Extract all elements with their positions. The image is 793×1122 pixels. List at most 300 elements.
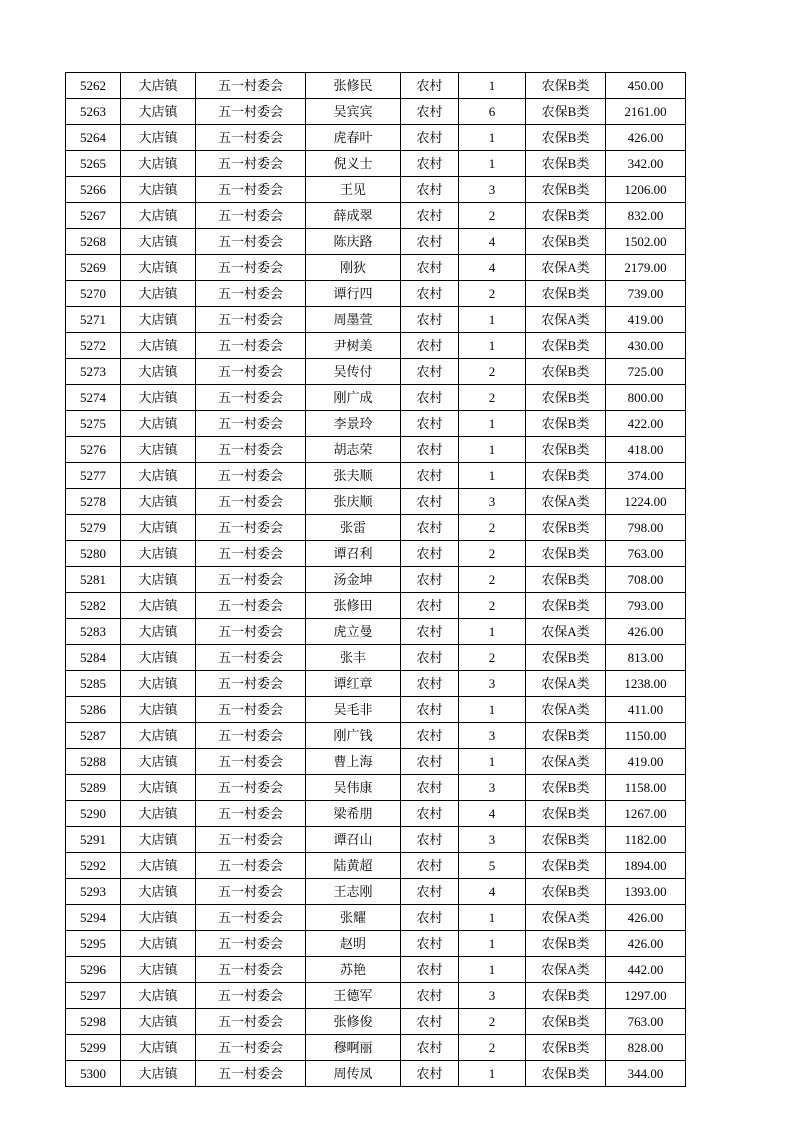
- cell-village: 五一村委会: [196, 593, 306, 619]
- table-row: [66, 411, 686, 437]
- cell-village: 五一村委会: [196, 879, 306, 905]
- cell-village: 五一村委会: [196, 99, 306, 125]
- cell-village: 五一村委会: [196, 1061, 306, 1087]
- table-row: [66, 853, 686, 879]
- cell-serial: 5280: [66, 541, 121, 567]
- cell-town: 大店镇: [121, 723, 196, 749]
- table-row: [66, 125, 686, 151]
- cell-count: 2: [459, 567, 526, 593]
- cell-residence: 农村: [401, 177, 459, 203]
- cell-insurance: 农保B类: [526, 437, 606, 463]
- cell-amount: 426.00: [606, 931, 686, 957]
- cell-residence: 农村: [401, 229, 459, 255]
- cell-serial: 5264: [66, 125, 121, 151]
- cell-residence: 农村: [401, 983, 459, 1009]
- cell-village: 五一村委会: [196, 723, 306, 749]
- cell-residence: 农村: [401, 671, 459, 697]
- cell-count: 2: [459, 541, 526, 567]
- cell-serial: 5281: [66, 567, 121, 593]
- cell-serial: 5299: [66, 1035, 121, 1061]
- table-row: [66, 515, 686, 541]
- cell-amount: 1393.00: [606, 879, 686, 905]
- cell-serial: 5277: [66, 463, 121, 489]
- cell-name: 吴宾宾: [306, 99, 401, 125]
- table-row: [66, 957, 686, 983]
- cell-residence: 农村: [401, 359, 459, 385]
- cell-name: 谭召山: [306, 827, 401, 853]
- cell-amount: 832.00: [606, 203, 686, 229]
- table-row: [66, 1035, 686, 1061]
- cell-town: 大店镇: [121, 749, 196, 775]
- cell-serial: 5273: [66, 359, 121, 385]
- cell-town: 大店镇: [121, 463, 196, 489]
- table-row: [66, 1061, 686, 1087]
- table-row: [66, 1009, 686, 1035]
- cell-amount: 1150.00: [606, 723, 686, 749]
- cell-residence: 农村: [401, 307, 459, 333]
- table-row: [66, 983, 686, 1009]
- cell-town: 大店镇: [121, 879, 196, 905]
- cell-residence: 农村: [401, 125, 459, 151]
- cell-insurance: 农保A类: [526, 749, 606, 775]
- cell-amount: 708.00: [606, 567, 686, 593]
- cell-name: 张雷: [306, 515, 401, 541]
- cell-village: 五一村委会: [196, 697, 306, 723]
- cell-count: 1: [459, 125, 526, 151]
- cell-residence: 农村: [401, 931, 459, 957]
- cell-count: 3: [459, 489, 526, 515]
- cell-town: 大店镇: [121, 853, 196, 879]
- cell-insurance: 农保A类: [526, 697, 606, 723]
- table-row: [66, 359, 686, 385]
- cell-town: 大店镇: [121, 151, 196, 177]
- cell-serial: 5272: [66, 333, 121, 359]
- cell-village: 五一村委会: [196, 775, 306, 801]
- cell-insurance: 农保B类: [526, 879, 606, 905]
- cell-name: 张修田: [306, 593, 401, 619]
- cell-town: 大店镇: [121, 1061, 196, 1087]
- cell-count: 1: [459, 437, 526, 463]
- cell-serial: 5285: [66, 671, 121, 697]
- cell-amount: 793.00: [606, 593, 686, 619]
- table-row: [66, 671, 686, 697]
- cell-insurance: 农保B类: [526, 463, 606, 489]
- cell-insurance: 农保B类: [526, 151, 606, 177]
- cell-residence: 农村: [401, 437, 459, 463]
- cell-village: 五一村委会: [196, 1035, 306, 1061]
- cell-name: 李景玲: [306, 411, 401, 437]
- cell-amount: 411.00: [606, 697, 686, 723]
- cell-town: 大店镇: [121, 567, 196, 593]
- cell-insurance: 农保A类: [526, 671, 606, 697]
- cell-amount: 1238.00: [606, 671, 686, 697]
- cell-residence: 农村: [401, 723, 459, 749]
- cell-count: 1: [459, 307, 526, 333]
- cell-count: 1: [459, 905, 526, 931]
- cell-village: 五一村委会: [196, 827, 306, 853]
- cell-serial: 5267: [66, 203, 121, 229]
- cell-amount: 344.00: [606, 1061, 686, 1087]
- cell-serial: 5288: [66, 749, 121, 775]
- cell-insurance: 农保B类: [526, 177, 606, 203]
- cell-residence: 农村: [401, 99, 459, 125]
- cell-residence: 农村: [401, 827, 459, 853]
- cell-amount: 1894.00: [606, 853, 686, 879]
- table-row: [66, 203, 686, 229]
- cell-town: 大店镇: [121, 255, 196, 281]
- cell-name: 苏艳: [306, 957, 401, 983]
- cell-village: 五一村委会: [196, 983, 306, 1009]
- cell-amount: 442.00: [606, 957, 686, 983]
- table-row: [66, 73, 686, 99]
- cell-serial: 5269: [66, 255, 121, 281]
- cell-name: 张丰: [306, 645, 401, 671]
- table-row: [66, 827, 686, 853]
- cell-residence: 农村: [401, 411, 459, 437]
- cell-insurance: 农保B类: [526, 775, 606, 801]
- cell-amount: 798.00: [606, 515, 686, 541]
- cell-insurance: 农保B类: [526, 723, 606, 749]
- cell-residence: 农村: [401, 1035, 459, 1061]
- cell-town: 大店镇: [121, 125, 196, 151]
- cell-amount: 828.00: [606, 1035, 686, 1061]
- cell-residence: 农村: [401, 73, 459, 99]
- cell-count: 2: [459, 1009, 526, 1035]
- cell-town: 大店镇: [121, 775, 196, 801]
- cell-residence: 农村: [401, 255, 459, 281]
- cell-residence: 农村: [401, 203, 459, 229]
- cell-amount: 763.00: [606, 1009, 686, 1035]
- table-row: [66, 697, 686, 723]
- cell-count: 1: [459, 1061, 526, 1087]
- cell-amount: 418.00: [606, 437, 686, 463]
- cell-serial: 5298: [66, 1009, 121, 1035]
- cell-serial: 5263: [66, 99, 121, 125]
- cell-name: 虎春叶: [306, 125, 401, 151]
- cell-amount: 430.00: [606, 333, 686, 359]
- cell-count: 2: [459, 359, 526, 385]
- cell-residence: 农村: [401, 151, 459, 177]
- cell-serial: 5268: [66, 229, 121, 255]
- table-row: [66, 385, 686, 411]
- cell-amount: 342.00: [606, 151, 686, 177]
- cell-residence: 农村: [401, 749, 459, 775]
- table-row: [66, 255, 686, 281]
- cell-village: 五一村委会: [196, 333, 306, 359]
- cell-town: 大店镇: [121, 801, 196, 827]
- table-row: [66, 99, 686, 125]
- cell-name: 刚广成: [306, 385, 401, 411]
- cell-village: 五一村委会: [196, 931, 306, 957]
- cell-village: 五一村委会: [196, 151, 306, 177]
- cell-name: 谭红章: [306, 671, 401, 697]
- cell-town: 大店镇: [121, 489, 196, 515]
- cell-serial: 5266: [66, 177, 121, 203]
- table-row: [66, 645, 686, 671]
- cell-insurance: 农保B类: [526, 983, 606, 1009]
- cell-name: 张庆顺: [306, 489, 401, 515]
- table-row: [66, 151, 686, 177]
- cell-town: 大店镇: [121, 541, 196, 567]
- cell-name: 张修民: [306, 73, 401, 99]
- cell-amount: 2179.00: [606, 255, 686, 281]
- cell-count: 2: [459, 1035, 526, 1061]
- cell-village: 五一村委会: [196, 255, 306, 281]
- cell-amount: 1206.00: [606, 177, 686, 203]
- cell-count: 2: [459, 645, 526, 671]
- table-row: [66, 229, 686, 255]
- cell-insurance: 农保B类: [526, 411, 606, 437]
- cell-count: 3: [459, 671, 526, 697]
- cell-insurance: 农保B类: [526, 931, 606, 957]
- cell-town: 大店镇: [121, 905, 196, 931]
- cell-town: 大店镇: [121, 983, 196, 1009]
- cell-village: 五一村委会: [196, 671, 306, 697]
- cell-town: 大店镇: [121, 1009, 196, 1035]
- cell-serial: 5275: [66, 411, 121, 437]
- cell-village: 五一村委会: [196, 177, 306, 203]
- cell-village: 五一村委会: [196, 307, 306, 333]
- cell-name: 汤金坤: [306, 567, 401, 593]
- cell-count: 1: [459, 957, 526, 983]
- cell-count: 6: [459, 99, 526, 125]
- cell-insurance: 农保A类: [526, 489, 606, 515]
- cell-name: 尹树美: [306, 333, 401, 359]
- cell-residence: 农村: [401, 619, 459, 645]
- cell-town: 大店镇: [121, 697, 196, 723]
- cell-insurance: 农保B类: [526, 73, 606, 99]
- cell-count: 2: [459, 515, 526, 541]
- table-row: [66, 307, 686, 333]
- table-row: [66, 749, 686, 775]
- cell-insurance: 农保B类: [526, 1009, 606, 1035]
- cell-residence: 农村: [401, 697, 459, 723]
- cell-amount: 426.00: [606, 905, 686, 931]
- cell-name: 王德军: [306, 983, 401, 1009]
- cell-amount: 800.00: [606, 385, 686, 411]
- cell-count: 1: [459, 73, 526, 99]
- cell-serial: 5295: [66, 931, 121, 957]
- cell-amount: 422.00: [606, 411, 686, 437]
- cell-amount: 725.00: [606, 359, 686, 385]
- cell-amount: 1224.00: [606, 489, 686, 515]
- cell-village: 五一村委会: [196, 541, 306, 567]
- table-row: [66, 333, 686, 359]
- table-row: [66, 801, 686, 827]
- table-row: [66, 541, 686, 567]
- cell-serial: 5297: [66, 983, 121, 1009]
- cell-name: 吴传付: [306, 359, 401, 385]
- cell-count: 2: [459, 281, 526, 307]
- records-table-body: [66, 73, 686, 1087]
- cell-town: 大店镇: [121, 307, 196, 333]
- cell-amount: 419.00: [606, 307, 686, 333]
- cell-amount: 2161.00: [606, 99, 686, 125]
- cell-town: 大店镇: [121, 931, 196, 957]
- cell-town: 大店镇: [121, 177, 196, 203]
- cell-name: 张耀: [306, 905, 401, 931]
- cell-town: 大店镇: [121, 827, 196, 853]
- cell-insurance: 农保B类: [526, 827, 606, 853]
- cell-amount: 763.00: [606, 541, 686, 567]
- cell-serial: 5271: [66, 307, 121, 333]
- cell-amount: 739.00: [606, 281, 686, 307]
- table-row: [66, 931, 686, 957]
- table-row: [66, 723, 686, 749]
- cell-serial: 5278: [66, 489, 121, 515]
- cell-count: 3: [459, 775, 526, 801]
- cell-town: 大店镇: [121, 645, 196, 671]
- cell-count: 1: [459, 931, 526, 957]
- cell-count: 3: [459, 983, 526, 1009]
- cell-residence: 农村: [401, 489, 459, 515]
- cell-town: 大店镇: [121, 99, 196, 125]
- cell-name: 吴毛非: [306, 697, 401, 723]
- cell-name: 倪义士: [306, 151, 401, 177]
- cell-name: 周传凤: [306, 1061, 401, 1087]
- cell-town: 大店镇: [121, 385, 196, 411]
- cell-residence: 农村: [401, 567, 459, 593]
- table-row: [66, 775, 686, 801]
- cell-town: 大店镇: [121, 1035, 196, 1061]
- cell-count: 4: [459, 801, 526, 827]
- cell-insurance: 农保B类: [526, 541, 606, 567]
- cell-village: 五一村委会: [196, 359, 306, 385]
- cell-count: 1: [459, 151, 526, 177]
- cell-count: 1: [459, 619, 526, 645]
- cell-amount: 450.00: [606, 73, 686, 99]
- cell-residence: 农村: [401, 1061, 459, 1087]
- cell-serial: 5287: [66, 723, 121, 749]
- cell-insurance: 农保A类: [526, 255, 606, 281]
- cell-town: 大店镇: [121, 73, 196, 99]
- cell-residence: 农村: [401, 905, 459, 931]
- cell-town: 大店镇: [121, 515, 196, 541]
- cell-village: 五一村委会: [196, 957, 306, 983]
- cell-count: 3: [459, 177, 526, 203]
- cell-residence: 农村: [401, 593, 459, 619]
- cell-serial: 5294: [66, 905, 121, 931]
- cell-insurance: 农保B类: [526, 333, 606, 359]
- table-row: [66, 281, 686, 307]
- cell-village: 五一村委会: [196, 645, 306, 671]
- cell-insurance: 农保B类: [526, 229, 606, 255]
- cell-serial: 5300: [66, 1061, 121, 1087]
- table-row: [66, 437, 686, 463]
- cell-name: 王见: [306, 177, 401, 203]
- cell-serial: 5291: [66, 827, 121, 853]
- cell-insurance: 农保B类: [526, 645, 606, 671]
- table-row: [66, 593, 686, 619]
- cell-serial: 5284: [66, 645, 121, 671]
- cell-serial: 5283: [66, 619, 121, 645]
- cell-serial: 5289: [66, 775, 121, 801]
- cell-town: 大店镇: [121, 203, 196, 229]
- cell-count: 4: [459, 229, 526, 255]
- cell-insurance: 农保B类: [526, 99, 606, 125]
- cell-count: 1: [459, 463, 526, 489]
- cell-insurance: 农保B类: [526, 801, 606, 827]
- cell-serial: 5282: [66, 593, 121, 619]
- cell-serial: 5296: [66, 957, 121, 983]
- cell-name: 虎立曼: [306, 619, 401, 645]
- cell-count: 1: [459, 749, 526, 775]
- cell-count: 2: [459, 203, 526, 229]
- table-row: [66, 463, 686, 489]
- cell-village: 五一村委会: [196, 749, 306, 775]
- cell-amount: 813.00: [606, 645, 686, 671]
- cell-residence: 农村: [401, 645, 459, 671]
- cell-count: 1: [459, 411, 526, 437]
- table-row: [66, 619, 686, 645]
- cell-amount: 1267.00: [606, 801, 686, 827]
- cell-residence: 农村: [401, 333, 459, 359]
- cell-village: 五一村委会: [196, 229, 306, 255]
- table-row: [66, 879, 686, 905]
- cell-village: 五一村委会: [196, 411, 306, 437]
- cell-insurance: 农保A类: [526, 905, 606, 931]
- cell-serial: 5270: [66, 281, 121, 307]
- cell-village: 五一村委会: [196, 905, 306, 931]
- cell-insurance: 农保B类: [526, 567, 606, 593]
- cell-insurance: 农保B类: [526, 125, 606, 151]
- cell-amount: 1158.00: [606, 775, 686, 801]
- cell-count: 3: [459, 827, 526, 853]
- cell-village: 五一村委会: [196, 463, 306, 489]
- cell-count: 2: [459, 593, 526, 619]
- cell-town: 大店镇: [121, 593, 196, 619]
- cell-amount: 426.00: [606, 619, 686, 645]
- cell-village: 五一村委会: [196, 437, 306, 463]
- table-row: [66, 905, 686, 931]
- cell-insurance: 农保B类: [526, 281, 606, 307]
- cell-name: 谭行四: [306, 281, 401, 307]
- cell-town: 大店镇: [121, 437, 196, 463]
- cell-town: 大店镇: [121, 619, 196, 645]
- cell-residence: 农村: [401, 801, 459, 827]
- cell-amount: 1297.00: [606, 983, 686, 1009]
- cell-name: 穆啊丽: [306, 1035, 401, 1061]
- cell-name: 曹上海: [306, 749, 401, 775]
- cell-town: 大店镇: [121, 411, 196, 437]
- cell-name: 梁希朋: [306, 801, 401, 827]
- cell-name: 张修俊: [306, 1009, 401, 1035]
- cell-name: 陆黄超: [306, 853, 401, 879]
- cell-count: 4: [459, 255, 526, 281]
- cell-insurance: 农保B类: [526, 385, 606, 411]
- cell-name: 周墨萱: [306, 307, 401, 333]
- cell-serial: 5262: [66, 73, 121, 99]
- cell-name: 张夫顺: [306, 463, 401, 489]
- cell-residence: 农村: [401, 853, 459, 879]
- table-row: [66, 567, 686, 593]
- cell-amount: 1182.00: [606, 827, 686, 853]
- cell-insurance: 农保B类: [526, 853, 606, 879]
- cell-insurance: 农保B类: [526, 515, 606, 541]
- cell-town: 大店镇: [121, 671, 196, 697]
- cell-town: 大店镇: [121, 281, 196, 307]
- cell-insurance: 农保A类: [526, 619, 606, 645]
- cell-serial: 5279: [66, 515, 121, 541]
- cell-residence: 农村: [401, 879, 459, 905]
- cell-village: 五一村委会: [196, 385, 306, 411]
- cell-count: 3: [459, 723, 526, 749]
- cell-village: 五一村委会: [196, 853, 306, 879]
- cell-residence: 农村: [401, 775, 459, 801]
- cell-amount: 426.00: [606, 125, 686, 151]
- cell-serial: 5292: [66, 853, 121, 879]
- cell-insurance: 农保B类: [526, 359, 606, 385]
